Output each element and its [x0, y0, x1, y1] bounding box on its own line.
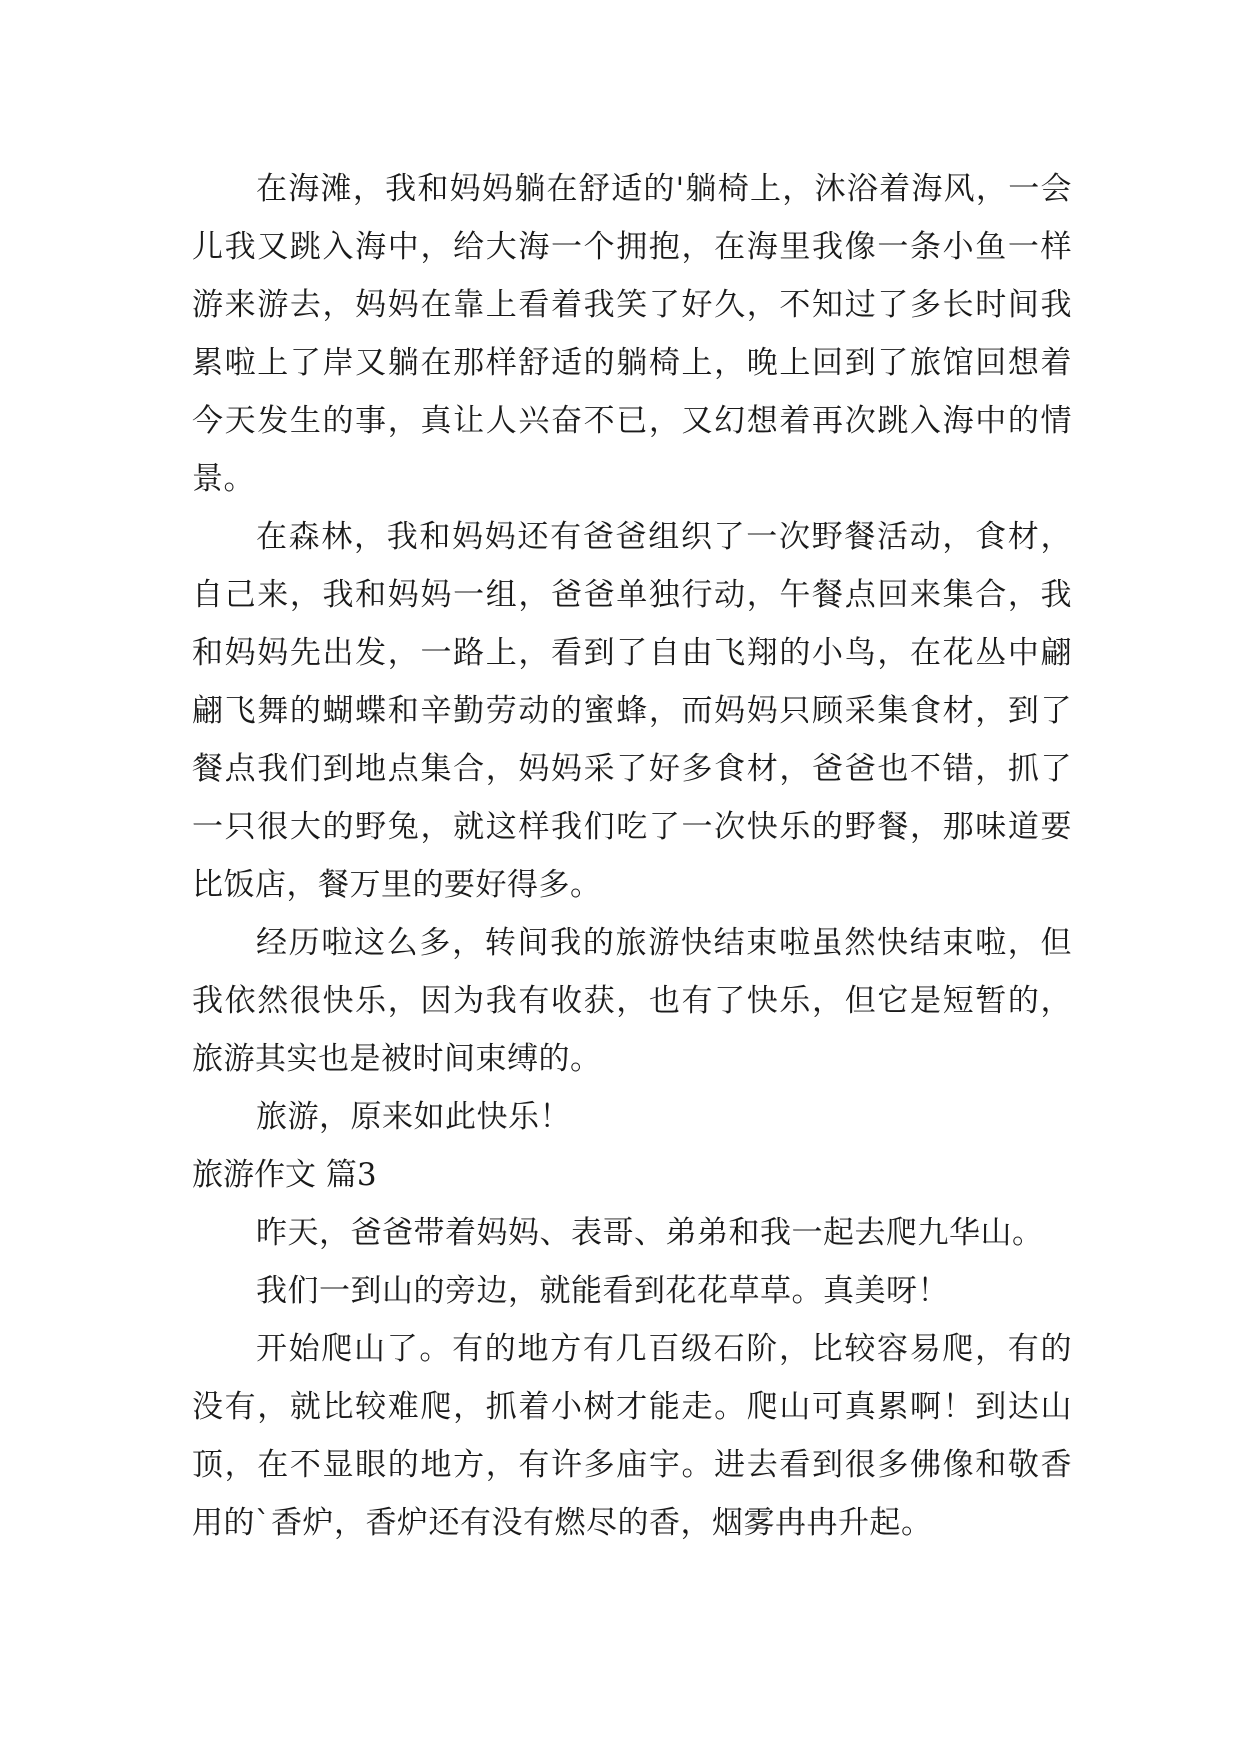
paragraph-jiuhua-intro: 昨天，爸爸带着妈妈、表哥、弟弟和我一起去爬九华山。 [256, 1215, 1044, 1251]
paragraph-conclusion: 旅游，原来如此快乐！ [256, 1099, 571, 1135]
paragraph-beach: 在海滩，我和妈妈躺在舒适的'躺椅上，沐浴着海风，一会儿我又跳入海中，给大海一个拥抱，在海里我像一条小鱼一样游来游去，妈妈在靠上看着我笑了好久，不知过了多长时间我累啦上了岸又躺在那样舒适的躺椅上，晚上回到了旅馆回想着今天发生的事，真让人兴奋不已，又幻想着再次跳入海中的情景。 [192, 171, 1072, 497]
paragraph-trip-ending: 经历啦这么多，转间我的旅游快结束啦虽然快结束啦，但我依然很快乐，因为我有收获，也有了快乐，但它是短暂的，旅游其实也是被时间束缚的。 [192, 925, 1072, 1077]
paragraph-mountain-side: 我们一到山的旁边，就能看到花花草草。真美呀！ [256, 1273, 949, 1309]
paragraph-climbing: 开始爬山了。有的地方有几百级石阶，比较容易爬，有的没有，就比较难爬，抓着小树才能走。爬山可真累啊！到达山顶，在不显眼的地方，有许多庙宇。进去看到很多佛像和敬香用的`香炉，香炉还有没有燃尽的香，烟雾冉冉升起。 [192, 1331, 1072, 1541]
document-page [192, 160, 1072, 1552]
section-heading: 旅游作文 篇3 [192, 1157, 377, 1193]
paragraph-forest-picnic: 在森林，我和妈妈还有爸爸组织了一次野餐活动，食材，自己来，我和妈妈一组，爸爸单独行动，午餐点回来集合，我和妈妈先出发，一路上，看到了自由飞翔的小鸟，在花丛中翩翩飞舞的蝴蝶和辛勤劳动的蜜蜂，而妈妈只顾采集食材，到了餐点我们到地点集合，妈妈采了好多食材，爸爸也不错，抓了一只很大的野兔，就这样我们吃了一次快乐的野餐，那味道要比饭店，餐万里的要好得多。 [192, 519, 1072, 903]
